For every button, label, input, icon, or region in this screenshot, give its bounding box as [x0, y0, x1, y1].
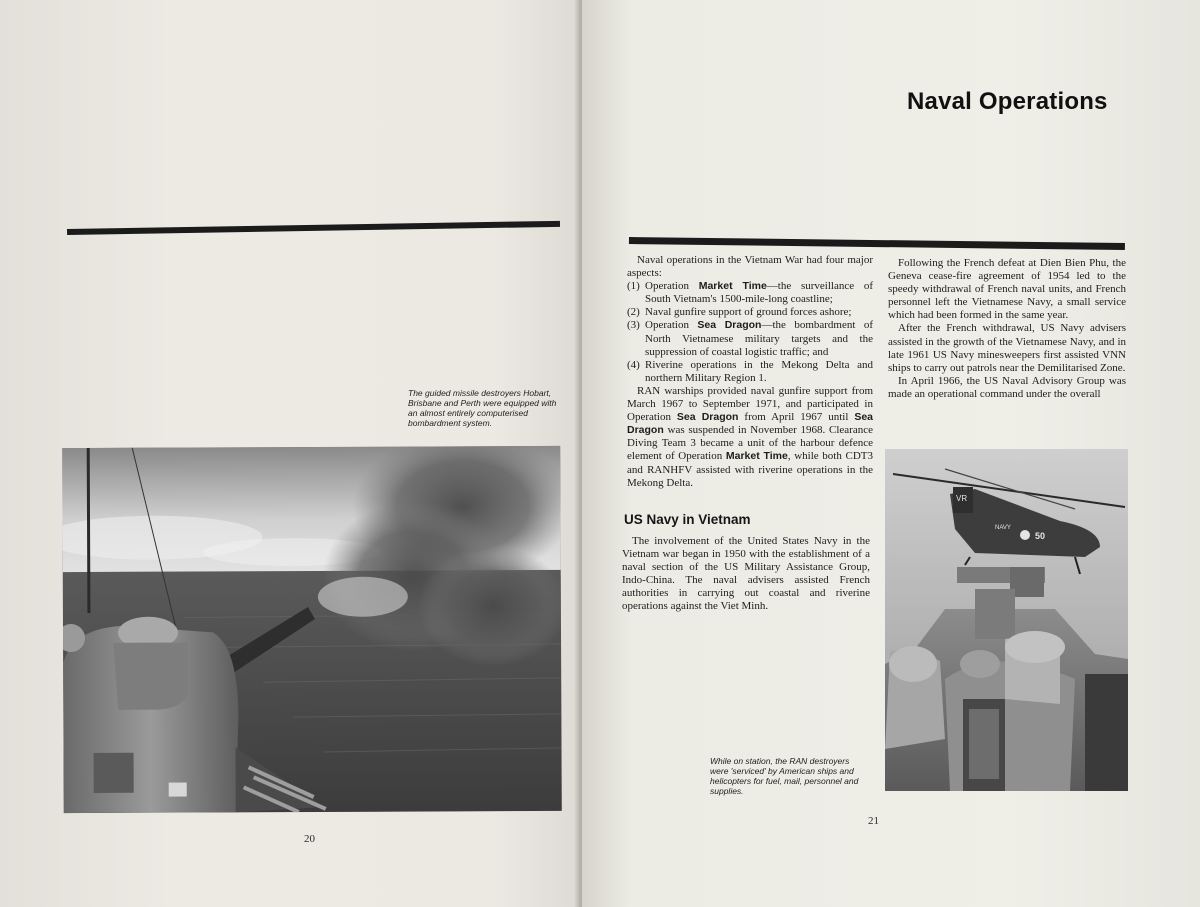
- list-item: (2) Naval gunfire support of ground forces ashore;: [627, 306, 852, 319]
- destroyer-gun-photo: [62, 446, 562, 813]
- text-column-1: [627, 254, 873, 490]
- section-heading: US Navy in Vietnam: [624, 512, 751, 527]
- right-top-rule: [629, 237, 1125, 250]
- aspects-list: [627, 280, 873, 385]
- intro-paragraph: Naval operations in the Vietnam War had four major aspects:: [627, 254, 873, 280]
- list-item: (4) Riverine operations in the Mekong Delta and northern Military Region 1.: [627, 358, 873, 384]
- col2-paragraph: After the French withdrawal, US Navy advisers assisted in the growth of the Vietnamese Navy, and in late 1961 US Navy minesweepers first assisted VNN ships to carry out patrols near the Demilitarised Zone.: [888, 322, 1126, 374]
- us-navy-paragraph: The involvement of the United States Navy in the Vietnam war began in 1950 with the establishment of a naval section of the US Military Assistance Group, Indo-China. The naval advisers assisted French authorities in carrying out coastal and riverine operations against the Viet Minh.: [622, 535, 870, 613]
- svg-text:NAVY: NAVY: [995, 525, 1011, 531]
- col2-paragraph: In April 1966, the US Naval Advisory Group was made an operational command under the overall: [888, 374, 1126, 400]
- list-item: (1) Operation Market Time—the surveillance of South Vietnam's 1500-mile-long coastline;: [627, 280, 874, 306]
- list-item: (3) Operation Sea Dragon—the bombardment of North Vietnamese military targets and the suppression of coastal logistic traffic; and: [627, 319, 874, 358]
- page-title: Naval Operations: [907, 88, 1108, 115]
- left-caption: The guided missile destroyers Hobart, Brisbane and Perth were equipped with an almost entirely computerised bombardment system.: [408, 388, 557, 428]
- helicopter-destroyer-photo: [885, 449, 1128, 791]
- col2-paragraph: Following the French defeat at Dien Bien Phu, the Geneva cease-fire agreement of 1954 led to the speedy withdrawal of French naval units, and French personnel left the Vietnamese Navy, a small service which had been formed in the same year.: [888, 257, 1126, 322]
- left-top-rule: [67, 221, 560, 235]
- right-page-number: 21: [868, 815, 879, 827]
- left-page: [0, 0, 582, 907]
- svg-text:VR: VR: [956, 494, 968, 503]
- right-page: [582, 0, 1200, 907]
- svg-text:50: 50: [1035, 531, 1046, 541]
- right-caption: While on station, the RAN destroyers were 'serviced' by American ships and helicopters for fuel, mail, personnel and supplies.: [710, 756, 859, 796]
- left-page-number: 20: [304, 833, 315, 845]
- ran-paragraph: RAN warships provided naval gunfire support from March 1967 to September 1971, and participated in Operation Sea Dragon from April 1967 until Sea Dragon was suspended in November 1968. Clearance Diving Team 3 became a unit of the harbour defence element of Operation Market Time, while both CDT3 and RANHFV assisted with riverine operations in the Mekong Delta.: [627, 384, 873, 489]
- text-column-2: [888, 257, 1126, 401]
- text-column-1-lower: [622, 535, 870, 614]
